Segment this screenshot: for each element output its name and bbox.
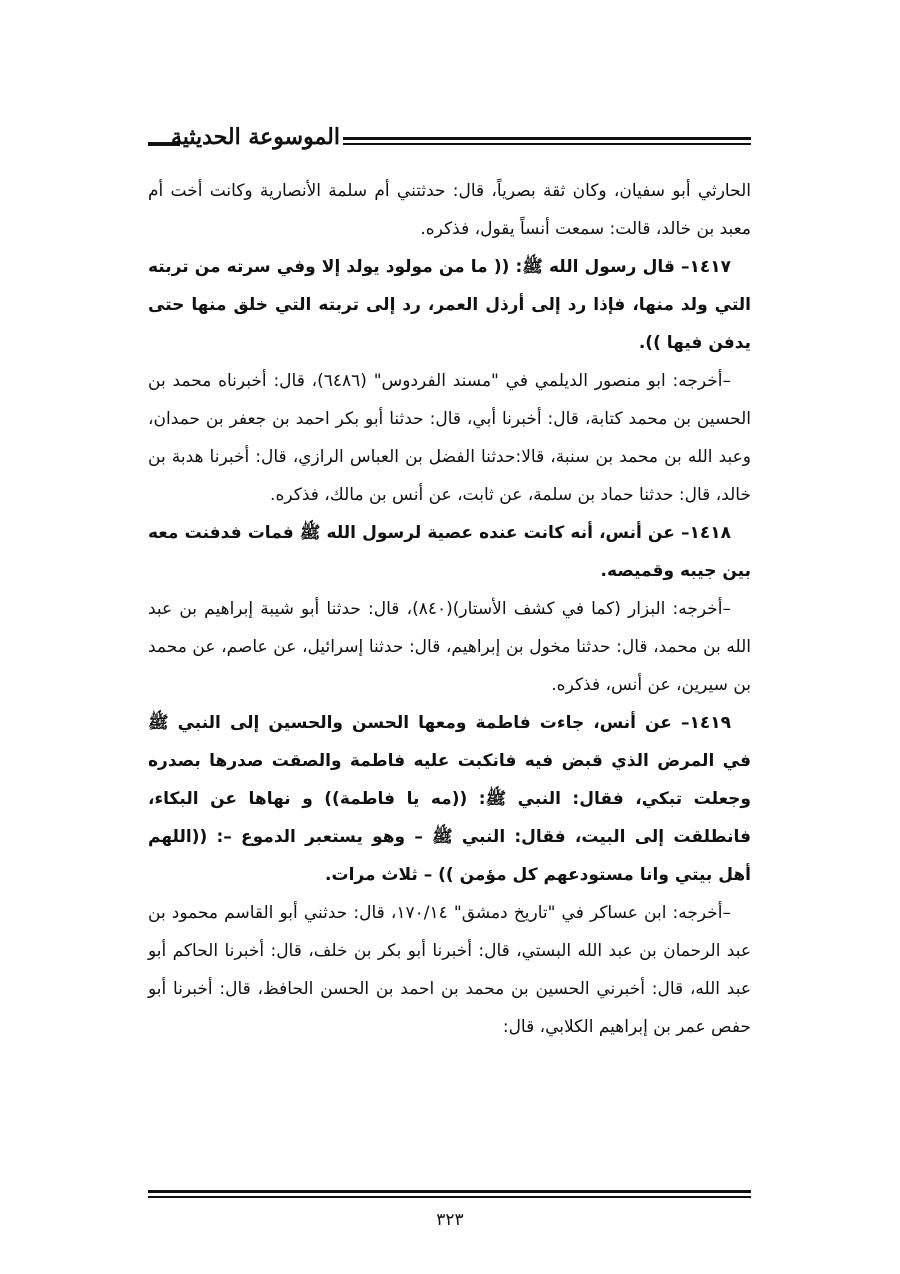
hadith-1418: ١٤١٨– عن أنس، أنه كانت عنده عصية لرسول الله ﷺ فمات فدفنت معه بين جيبه وقميصه. [148,523,751,581]
hadith-1417: ١٤١٧– قال رسول الله ﷺ: (( ما من مولود يولد إلا وفي سرته من تربته التي ولد منها، فإذا رد إلى أرذل العمر، رد إلى تربته التي خلق منها حتى يدفن فيها )). [148,257,751,353]
takhrij-1419: –أخرجه: ابن عساكر في "تاريخ دمشق" ١٧٠/١٤، قال: حدثني أبو القاسم محمود بن عبد الرحمان بن عبد الله البستي، قال: أخبرنا أبو بكر بن خلف، قال: أخبرنا الحاكم أبو عبد الله، قال: أخبرني الحسين بن محمد بن احمد بن الحسن الحافظ، قال: أخبرنا أبو حفص عمر بن إبراهيم الكلابي، قال: [148,903,751,1037]
takhrij-1418: –أخرجه: البزار (كما في كشف الأستار)(٨٤٠)، قال: حدثنا أبو شيبة إبراهيم بن عبد الله بن محمد، قال: حدثنا مخول بن إبراهيم، قال: حدثنا إسرائيل، عن عاصم، عن محمد بن سيرين، عن أنس، فذكره. [148,599,751,695]
hadith-1419: ١٤١٩– عن أنس، جاءت فاطمة ومعها الحسن والحسين إلى النبي ﷺ في المرض الذي قبض فيه فانكبت عليه فاطمة والصقت صدرها بصدره وجعلت تبكي، فقال: النبي ﷺ: ((مه يا فاطمة)) و نهاها عن البكاء، فانطلقت إلى البيت، فقال: النبي ﷺ – وهو يستعبر الدموع –: ((اللهم أهل بيتي وانا مستودعهم كل مؤمن )) – ثلاث مرات. [148,713,751,885]
takhrij-1417: –أخرجه: ابو منصور الديلمي في "مسند الفردوس" (٦٤٨٦)، قال: أخبرناه محمد بن الحسين بن محمد كتابة، قال: أخبرنا أبي، قال: حدثنا أبو بكر احمد بن جعفر بن حمدان، وعبد الله بن محمد بن سنبة، قالا:حدثنا الفضل بن العباس الرازي، قال: أخبرنا هدبة بن خالد، قال: حدثنا حماد بن سلمة، عن ثابت، عن أنس بن مالك، فذكره. [148,371,751,505]
page-header [148,118,751,158]
header-rule-long [343,137,751,140]
book-title: الموسوعة الحديثية [170,124,340,150]
page-number: ٣٢٣ [436,1210,464,1230]
footer-rule [148,1190,751,1193]
narrator-continuation: الحارثي أبو سفيان، وكان ثقة بصرياً، قال: حدثتني أم سلمة الأنصارية وكانت أخت أم معبد بن خالد، قالت: سمعت أنساً يقول، فذكره. [148,181,751,239]
page-body [148,172,751,1046]
